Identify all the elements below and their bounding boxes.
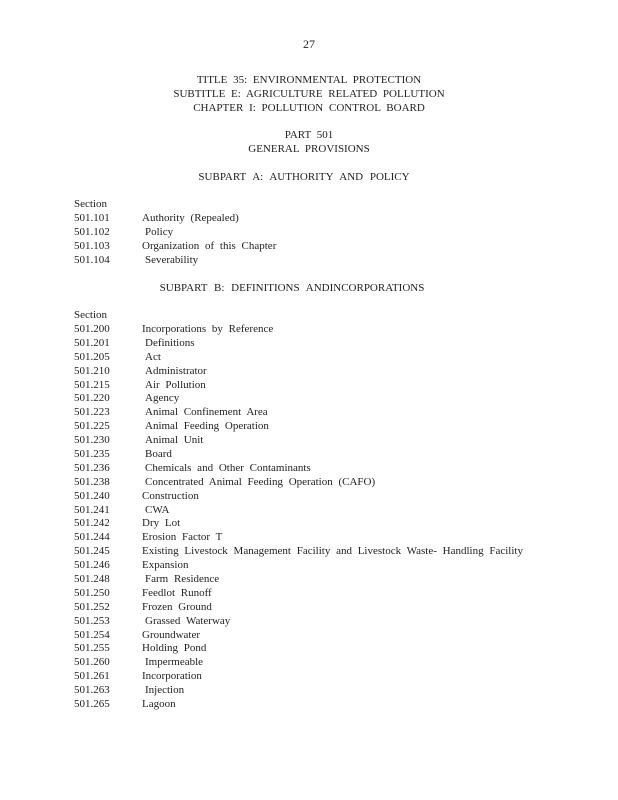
title-line: TITLE 35: ENVIRONMENTAL PROTECTION [196,74,422,86]
section-row [74,476,594,490]
section-number: 501.101 [74,212,110,224]
section-number: 501.240 [74,489,110,502]
section-title: Animal Confinement Area [145,406,268,419]
section-title: Existing Livestock Management Facility and Livestock Waste- Handling Facility [142,545,523,558]
section-title: Concentrated Animal Feeding Operation (CAFO) [145,475,376,488]
section-title: Chemicals and Other Contaminants [145,461,311,474]
section-title: Policy [145,225,174,238]
section-number: 501.236 [74,461,110,474]
section-title: Erosion Factor T [142,531,223,544]
section-number: 501.230 [74,434,110,447]
section-title: Animal Feeding Operation [145,420,269,433]
section-number: 501.215 [74,378,110,391]
section-title: Animal Unit [145,434,204,447]
section-number: 501.244 [74,531,110,544]
part-line: PART 501 [284,129,334,141]
section-title: CWA [145,503,170,516]
section-title: Board [145,448,172,461]
section-number: 501.245 [74,545,110,558]
section-row [74,351,594,365]
section-row [74,629,594,643]
section-title: Lagoon [142,698,176,711]
section-row [74,504,594,518]
section-number: 501.205 [74,350,110,363]
part-name: GENERAL PROVISIONS [248,143,370,155]
section-row [74,656,594,670]
section-number: 501.201 [74,336,110,349]
section-number: 501.250 [74,586,110,599]
section-title: Severability [145,253,199,266]
section-number: 501.252 [74,600,110,613]
section-row [74,462,594,476]
section-title: Organization of this Chapter [142,239,277,252]
section-title: Impermeable [145,656,204,669]
subpart-a-section-list [74,198,594,268]
section-title: Authority (Repealed) [142,212,239,224]
section-row [74,559,594,573]
section-row [74,240,594,254]
section-number: 501.248 [74,573,110,586]
section-label: Section [74,309,107,321]
section-row [74,226,594,240]
section-title: Act [145,350,161,363]
section-row [74,587,594,601]
section-title: Definitions [145,336,195,349]
chapter-line: CHAPTER I: POLLUTION CONTROL BOARD [193,102,425,114]
section-number: 501.255 [74,642,110,655]
section-row [74,531,594,545]
section-title: Injection [145,684,185,697]
section-row [74,517,594,531]
section-number: 501.246 [74,559,110,572]
section-row [74,642,594,656]
section-number: 501.241 [74,503,110,516]
subtitle-line: SUBTITLE E: AGRICULTURE RELATED POLLUTION [173,88,445,100]
section-number: 501.220 [74,392,110,405]
part-heading [0,128,618,156]
section-title: Dry Lot [142,517,181,530]
section-title: Groundwater [142,628,201,641]
section-number: 501.210 [74,364,110,377]
section-number: 501.223 [74,406,110,419]
section-title: Feedlot Runoff [142,586,212,599]
document-heading [0,73,618,115]
section-title: Incorporations by Reference [142,323,274,335]
section-row [74,448,594,462]
section-number: 501.254 [74,628,110,641]
subpart-b-section-list [74,309,594,712]
section-number: 501.238 [74,475,110,488]
section-number: 501.265 [74,698,110,711]
page-number: 27 [303,37,315,51]
section-title: Air Pollution [145,378,206,391]
section-row [74,434,594,448]
section-row [74,573,594,587]
section-title: Expansion [142,559,189,572]
section-row [74,392,594,406]
section-row [74,406,594,420]
section-number: 501.102 [74,225,110,238]
section-number: 501.225 [74,420,110,433]
section-number: 501.263 [74,684,110,697]
section-title: Grassed Waterway [145,614,231,627]
section-row [74,365,594,379]
section-title: Construction [142,489,199,502]
section-row [74,698,594,712]
subpart-a-heading: SUBPART A: AUTHORITY AND POLICY [198,171,410,183]
section-row [74,323,594,337]
section-row [74,601,594,615]
section-number: 501.242 [74,517,110,530]
section-title: Frozen Ground [142,600,212,613]
section-number: 501.261 [74,670,110,683]
section-row [74,254,594,268]
section-row [74,212,594,226]
section-row [74,337,594,351]
section-title: Agency [145,392,180,405]
section-number: 501.200 [74,323,110,335]
section-row [74,379,594,393]
section-row [74,490,594,504]
section-title: Incorporation [142,670,202,683]
section-row [74,684,594,698]
section-number: 501.253 [74,614,110,627]
section-row [74,670,594,684]
section-title: Holding Pond [142,642,207,655]
section-number: 501.260 [74,656,110,669]
subpart-b-heading: SUBPART B: DEFINITIONS ANDINCORPORATIONS [159,282,425,294]
section-title: Administrator [145,364,207,377]
section-number: 501.103 [74,239,110,252]
section-row [74,545,594,559]
section-row [74,420,594,434]
section-number: 501.235 [74,448,110,461]
section-title: Farm Residence [145,573,220,586]
section-number: 501.104 [74,253,110,266]
section-label: Section [74,198,107,210]
section-row [74,615,594,629]
